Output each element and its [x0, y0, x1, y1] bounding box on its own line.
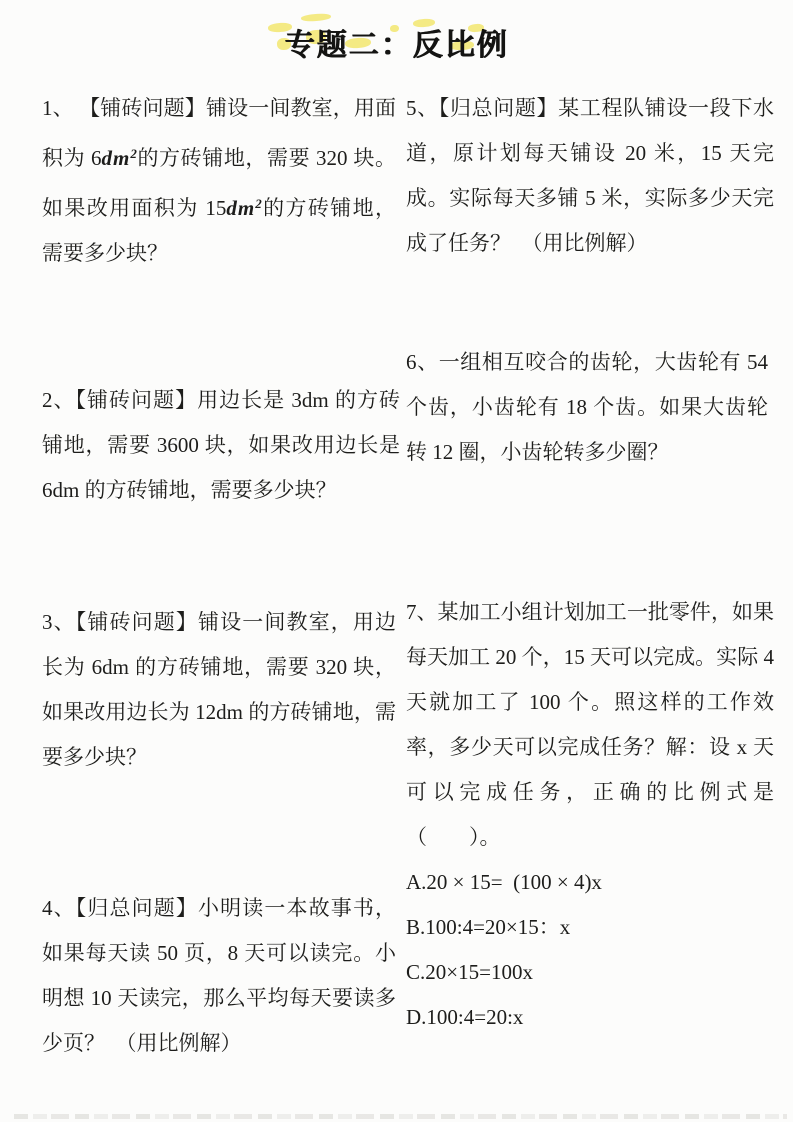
question-7-option-c: C.20×15=100x	[406, 960, 533, 984]
question-2: 2、【铺砖问题】用边长是 3dm 的方砖铺地，需要 3600 块，如果改用边长是 6dm 的方砖铺地，需要多少块？	[42, 388, 400, 502]
question-3: 3、【铺砖问题】铺设一间教室，用边长为 6dm 的方砖铺地，需要 320 块，如果改用边长为 12dm 的方砖铺地，需要多少块？	[42, 610, 396, 769]
page-title: 专题二：反比例	[284, 29, 509, 62]
question-7-option-d: D.100:4=20:x	[406, 1005, 524, 1029]
next-row-cutoff-text-remnant	[14, 1114, 787, 1119]
question-7-option-b: B.100:4=20×15：x	[406, 915, 571, 939]
question-6: 6、一组相互咬合的齿轮，大齿轮有 54 个齿，小齿轮有 18 个齿。如果大齿轮转 12 圈，小齿轮转多少圈？	[406, 350, 768, 464]
question-4: 4、【归总问题】小明读一本故事书，如果每天读 50 页，8 天可以读完。小明想 10 天读完，那么平均每天要读多少页？ （用比例解）	[42, 896, 396, 1055]
question-7	[406, 590, 774, 1040]
question-1: 1、 【铺砖问题】铺设一间教室，用面积为 $6dm^2$的方砖铺地，需要 320 块。如果改用面积为 $15dm^2$的方砖铺地，需要多少块？	[42, 96, 397, 265]
question-5: 5、【归总问题】某工程队铺设一段下水道，原计划每天铺设 20 米，15 天完成。实际每天多铺 5 米，实际多少天完成了任务？ （用比例解）	[406, 96, 774, 255]
page-title-area	[0, 0, 793, 80]
question-7-option-a: A.20 × 15= (100 × 4)x	[406, 870, 602, 894]
question-7-text: 7、某加工小组计划加工一批零件，如果每天加工 20 个，15 天可以完成。实际 4 天就加工了 100 个。照这样的工作效率，多少天可以完成任务？解：设 x 天可以完成任务，正确的比例式是（ ）。	[406, 600, 774, 849]
